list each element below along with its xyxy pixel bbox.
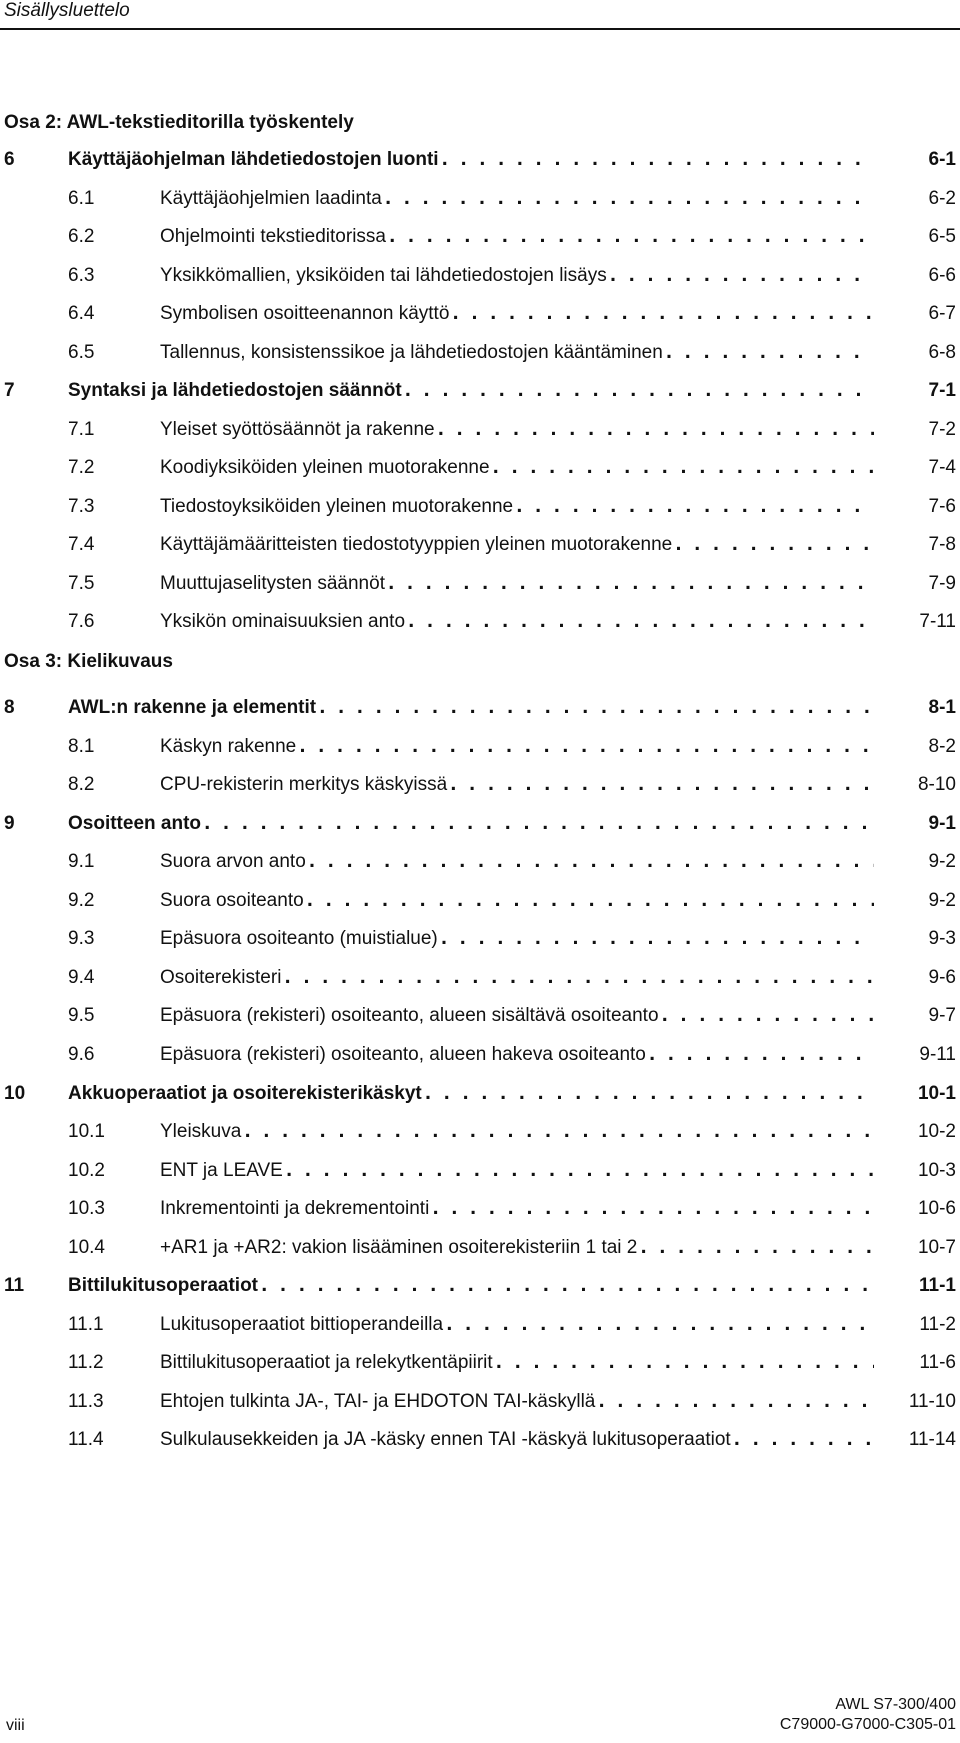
toc-number: 11.3 <box>68 1390 104 1412</box>
toc-section-row <box>0 962 960 994</box>
toc-title: Yleiset syöttösäännöt ja rakenne <box>160 418 435 440</box>
toc-page-number: 7-9 <box>928 572 956 594</box>
toc-title-line <box>160 491 874 523</box>
toc-section-row <box>0 1000 960 1032</box>
toc-section-row <box>0 221 960 253</box>
toc-number: 7 <box>4 380 15 401</box>
toc-section-row <box>0 1039 960 1071</box>
toc-number: 10.2 <box>68 1159 105 1181</box>
dot-leader <box>598 1386 874 1418</box>
toc-title: Suora arvon anto <box>160 851 306 873</box>
dot-leader <box>408 606 874 638</box>
toc-title-line <box>160 962 874 994</box>
toc-page-number: 6-5 <box>928 226 956 247</box>
toc-page-number: 10-2 <box>917 1121 956 1143</box>
dot-leader <box>309 846 874 878</box>
toc-page-number: 11-6 <box>919 1352 956 1374</box>
toc-section-row <box>0 1116 960 1148</box>
toc-number: 11 <box>4 1275 25 1297</box>
toc-page-number: 8-1 <box>928 697 956 718</box>
toc-title-line <box>160 221 874 253</box>
toc-title-line <box>160 923 874 955</box>
toc-chapter-row <box>0 808 960 840</box>
toc-title-line <box>160 1386 874 1418</box>
dot-leader <box>640 1232 874 1264</box>
toc-section-row <box>0 1424 960 1456</box>
toc-page-number: 7-2 <box>928 418 956 440</box>
toc-number: 9.4 <box>68 966 95 988</box>
toc-page-number: 10-1 <box>917 1082 956 1104</box>
toc-page-number: 9-3 <box>928 928 956 950</box>
toc-title: Epäsuora osoiteanto (muistialue) <box>160 928 438 950</box>
dot-leader <box>425 1078 874 1110</box>
footer-doc-id: C79000-G7000-C305-01 <box>779 1716 956 1733</box>
dot-leader <box>610 260 874 292</box>
toc-title: Akkuoperaatiot ja osoiterekisterikäskyt <box>68 1082 422 1104</box>
toc-section-row <box>0 337 960 369</box>
toc-title: Ohjelmointi tekstieditorissa <box>160 226 386 247</box>
toc-section-row <box>0 414 960 446</box>
toc-number: 7.6 <box>68 611 95 632</box>
toc-title: Käskyn rakenne <box>160 735 297 757</box>
toc-title-line <box>160 414 874 446</box>
toc-page-number: 8-10 <box>917 774 956 796</box>
toc-number: 6 <box>4 149 15 170</box>
toc-section-row <box>0 452 960 484</box>
toc-number: 7.5 <box>68 572 95 594</box>
toc-title-line <box>160 1347 874 1379</box>
toc-title: Käyttäjäohjelmien laadinta <box>160 187 382 209</box>
part3-heading: Osa 3: Kielikuvaus <box>4 651 173 672</box>
toc-title: Osoitteen anto <box>68 812 202 834</box>
toc-section-row <box>0 183 960 215</box>
toc-number: 11.1 <box>68 1313 104 1335</box>
toc-number: 6.5 <box>68 341 95 363</box>
dot-leader <box>204 808 874 840</box>
toc-title: Lukitusoperaatiot bittioperandeilla <box>160 1313 444 1335</box>
toc-section-row <box>0 1386 960 1418</box>
toc-number: 6.1 <box>68 187 95 209</box>
dot-leader <box>286 1155 874 1187</box>
toc-title-line <box>160 1193 874 1225</box>
toc-title-line <box>160 183 874 215</box>
toc-title: Syntaksi ja lähdetiedostojen säännöt <box>68 380 402 401</box>
toc-page-number: 10-7 <box>917 1236 956 1258</box>
toc-title: Osoiterekisteri <box>160 966 282 988</box>
toc-page-number: 9-11 <box>919 1043 956 1065</box>
toc-section-row <box>0 923 960 955</box>
toc-chapter-row <box>0 1270 960 1302</box>
toc-number: 10.3 <box>68 1198 105 1220</box>
toc-title-line <box>160 452 874 484</box>
dot-leader <box>666 337 874 369</box>
dot-leader <box>261 1270 874 1302</box>
dot-leader <box>432 1193 874 1225</box>
toc-title-line <box>160 260 874 292</box>
toc-number: 7.2 <box>68 457 95 478</box>
toc-title: Tallennus, konsistenssikoe ja lähdetiedostojen kääntäminen <box>160 341 663 363</box>
toc-section-row <box>0 1309 960 1341</box>
toc-page-number: 7-4 <box>928 457 956 478</box>
toc-page-number: 9-7 <box>928 1005 956 1027</box>
dot-leader <box>319 692 874 724</box>
toc-page-number: 6-8 <box>928 341 956 363</box>
dot-leader <box>662 1000 874 1032</box>
toc-section-row <box>0 260 960 292</box>
toc-page-number: 6-2 <box>928 187 956 209</box>
dot-leader <box>307 885 874 917</box>
footer-page-number: viii <box>6 1717 25 1734</box>
toc-number: 8.2 <box>68 774 95 796</box>
toc-number: 7.4 <box>68 534 95 555</box>
dot-leader <box>388 568 874 600</box>
toc-title-line <box>160 1424 874 1456</box>
toc-title: Muuttujaselitysten säännöt <box>160 572 385 594</box>
toc-section-row <box>0 885 960 917</box>
dot-leader <box>441 923 874 955</box>
toc-number: 9 <box>4 812 15 834</box>
toc-number: 9.2 <box>68 889 95 911</box>
toc-title: Bittilukitusoperaatiot ja relekytkentäpiirit <box>160 1352 493 1374</box>
toc-title: Koodiyksiköiden yleinen muotorakenne <box>160 457 490 478</box>
toc-page-number: 8-2 <box>928 735 956 757</box>
top-rule <box>0 28 960 30</box>
toc-page-number: 7-11 <box>919 611 956 632</box>
toc-title-line <box>68 692 874 724</box>
toc-chapter-row <box>0 144 960 176</box>
toc-number: 11.4 <box>68 1429 104 1451</box>
dot-leader <box>405 375 874 407</box>
toc-page-number: 7-6 <box>928 495 956 517</box>
toc-title: Epäsuora (rekisteri) osoiteanto, alueen hakeva osoiteanto <box>160 1043 646 1065</box>
toc-number: 8 <box>4 697 15 718</box>
toc-page-number: 11-14 <box>908 1429 956 1451</box>
toc-title-line <box>160 1309 874 1341</box>
dot-leader <box>493 452 874 484</box>
toc-chapter-row <box>0 1078 960 1110</box>
dot-leader <box>284 962 874 994</box>
toc-title-line <box>68 1270 874 1302</box>
toc-title: Suora osoiteanto <box>160 889 304 911</box>
toc-number: 7.3 <box>68 495 95 517</box>
footer-product: AWL S7-300/400 <box>835 1696 956 1713</box>
toc-title: Käyttäjämääritteisten tiedostotyyppien yleinen muotorakenne <box>160 534 673 555</box>
toc-number: 6.3 <box>68 264 95 286</box>
toc-number: 10 <box>4 1082 26 1104</box>
dot-leader <box>516 491 874 523</box>
toc-section-row <box>0 568 960 600</box>
toc-chapter-row <box>0 375 960 407</box>
toc-section-row <box>0 298 960 330</box>
part2-heading: Osa 2: AWL-tekstieditorilla työskentely <box>4 112 354 133</box>
footer-product-block <box>780 1695 956 1735</box>
toc-title: Yksikkömallien, yksiköiden tai lähdetiedostojen lisäys <box>160 264 607 286</box>
dot-leader <box>385 183 874 215</box>
dot-leader <box>734 1424 874 1456</box>
toc-page-number: 9-2 <box>928 851 956 873</box>
toc-title: Yksikön ominaisuuksien anto <box>160 611 406 632</box>
toc-title: Bittilukitusoperaatiot <box>68 1275 259 1297</box>
toc-section-row <box>0 846 960 878</box>
toc-title-line <box>68 1078 874 1110</box>
toc-page-number: 9-2 <box>928 889 956 911</box>
dot-leader <box>450 769 874 801</box>
dot-leader <box>446 1309 874 1341</box>
toc-title-line <box>68 375 874 407</box>
toc-number: 9.6 <box>68 1043 95 1065</box>
toc-page-number: 11-10 <box>908 1390 956 1412</box>
toc-title-line <box>160 1155 874 1187</box>
toc-title: +AR1 ja +AR2: vakion lisääminen osoiterekisteriin 1 tai 2 <box>160 1236 638 1258</box>
dot-leader <box>452 298 874 330</box>
toc-title: CPU-rekisterin merkitys käskyissä <box>160 774 448 796</box>
toc-number: 9.3 <box>68 928 95 950</box>
toc-title-line <box>160 606 874 638</box>
toc-title: ENT ja LEAVE <box>160 1159 283 1181</box>
toc-title-line <box>160 568 874 600</box>
toc-title: Inkrementointi ja dekrementointi <box>160 1198 430 1220</box>
toc-title: Yleiskuva <box>160 1121 242 1143</box>
toc-title-line <box>160 1232 874 1264</box>
toc-title-line <box>68 144 874 176</box>
toc-title-line <box>160 1039 874 1071</box>
toc-section-row <box>0 731 960 763</box>
toc-section-row <box>0 606 960 638</box>
dot-leader <box>438 414 874 446</box>
toc-title-line <box>160 1116 874 1148</box>
toc-page-number: 6-7 <box>928 303 956 324</box>
toc-section-row <box>0 491 960 523</box>
toc-title: Symbolisen osoitteenannon käyttö <box>160 303 450 324</box>
toc-title: Sulkulausekkeiden ja JA -käsky ennen TAI -käskyä lukitusoperaatiot <box>160 1429 731 1451</box>
dot-leader <box>442 144 874 176</box>
dot-leader <box>675 529 874 561</box>
toc-title: Käyttäjäohjelman lähdetiedostojen luonti <box>68 149 439 170</box>
toc-number: 9.5 <box>68 1005 95 1027</box>
toc-section-row <box>0 1232 960 1264</box>
toc-page-number: 11-2 <box>919 1313 956 1335</box>
toc-title: Epäsuora (rekisteri) osoiteanto, alueen sisältävä osoiteanto <box>160 1005 659 1027</box>
toc-title-line <box>160 529 874 561</box>
toc-number: 6.2 <box>68 226 95 247</box>
dot-leader <box>389 221 874 253</box>
toc-chapter-row <box>0 692 960 724</box>
toc-page-number: 7-1 <box>928 380 956 401</box>
toc-section-row <box>0 1347 960 1379</box>
toc-number: 10.1 <box>68 1121 105 1143</box>
toc-page-number: 10-6 <box>917 1198 956 1220</box>
dot-leader <box>244 1116 874 1148</box>
toc-title-line <box>160 731 874 763</box>
dot-leader <box>649 1039 874 1071</box>
dot-leader <box>496 1347 874 1379</box>
toc-title-line <box>160 846 874 878</box>
toc-title: Ehtojen tulkinta JA-, TAI- ja EHDOTON TAI-käskyllä <box>160 1390 596 1412</box>
dot-leader <box>299 731 874 763</box>
toc-page-number: 10-3 <box>917 1159 956 1181</box>
toc-number: 11.2 <box>68 1352 104 1374</box>
toc-title-line <box>68 808 874 840</box>
toc-title: AWL:n rakenne ja elementit <box>68 697 317 718</box>
toc-number: 8.1 <box>68 735 95 757</box>
toc-section-row <box>0 1155 960 1187</box>
toc-page-number: 9-1 <box>928 812 956 834</box>
toc-page-number: 9-6 <box>928 966 956 988</box>
toc-page-number: 6-6 <box>928 264 956 286</box>
toc-title-line <box>160 1000 874 1032</box>
toc-title-line <box>160 885 874 917</box>
toc-section-row <box>0 529 960 561</box>
toc-number: 10.4 <box>68 1236 105 1258</box>
toc-number: 6.4 <box>68 303 95 324</box>
toc-page-number: 11-1 <box>919 1275 956 1297</box>
toc-title-line <box>160 298 874 330</box>
toc-section-row <box>0 1193 960 1225</box>
toc-number: 9.1 <box>68 851 95 873</box>
toc-section-row <box>0 769 960 801</box>
toc-title-line <box>160 337 874 369</box>
toc-title: Tiedostoyksiköiden yleinen muotorakenne <box>160 495 514 517</box>
running-head: Sisällysluettelo <box>4 0 130 21</box>
toc-number: 7.1 <box>68 418 95 440</box>
toc-page-number: 7-8 <box>928 534 956 555</box>
toc-page-number: 6-1 <box>928 149 956 170</box>
toc-title-line <box>160 769 874 801</box>
